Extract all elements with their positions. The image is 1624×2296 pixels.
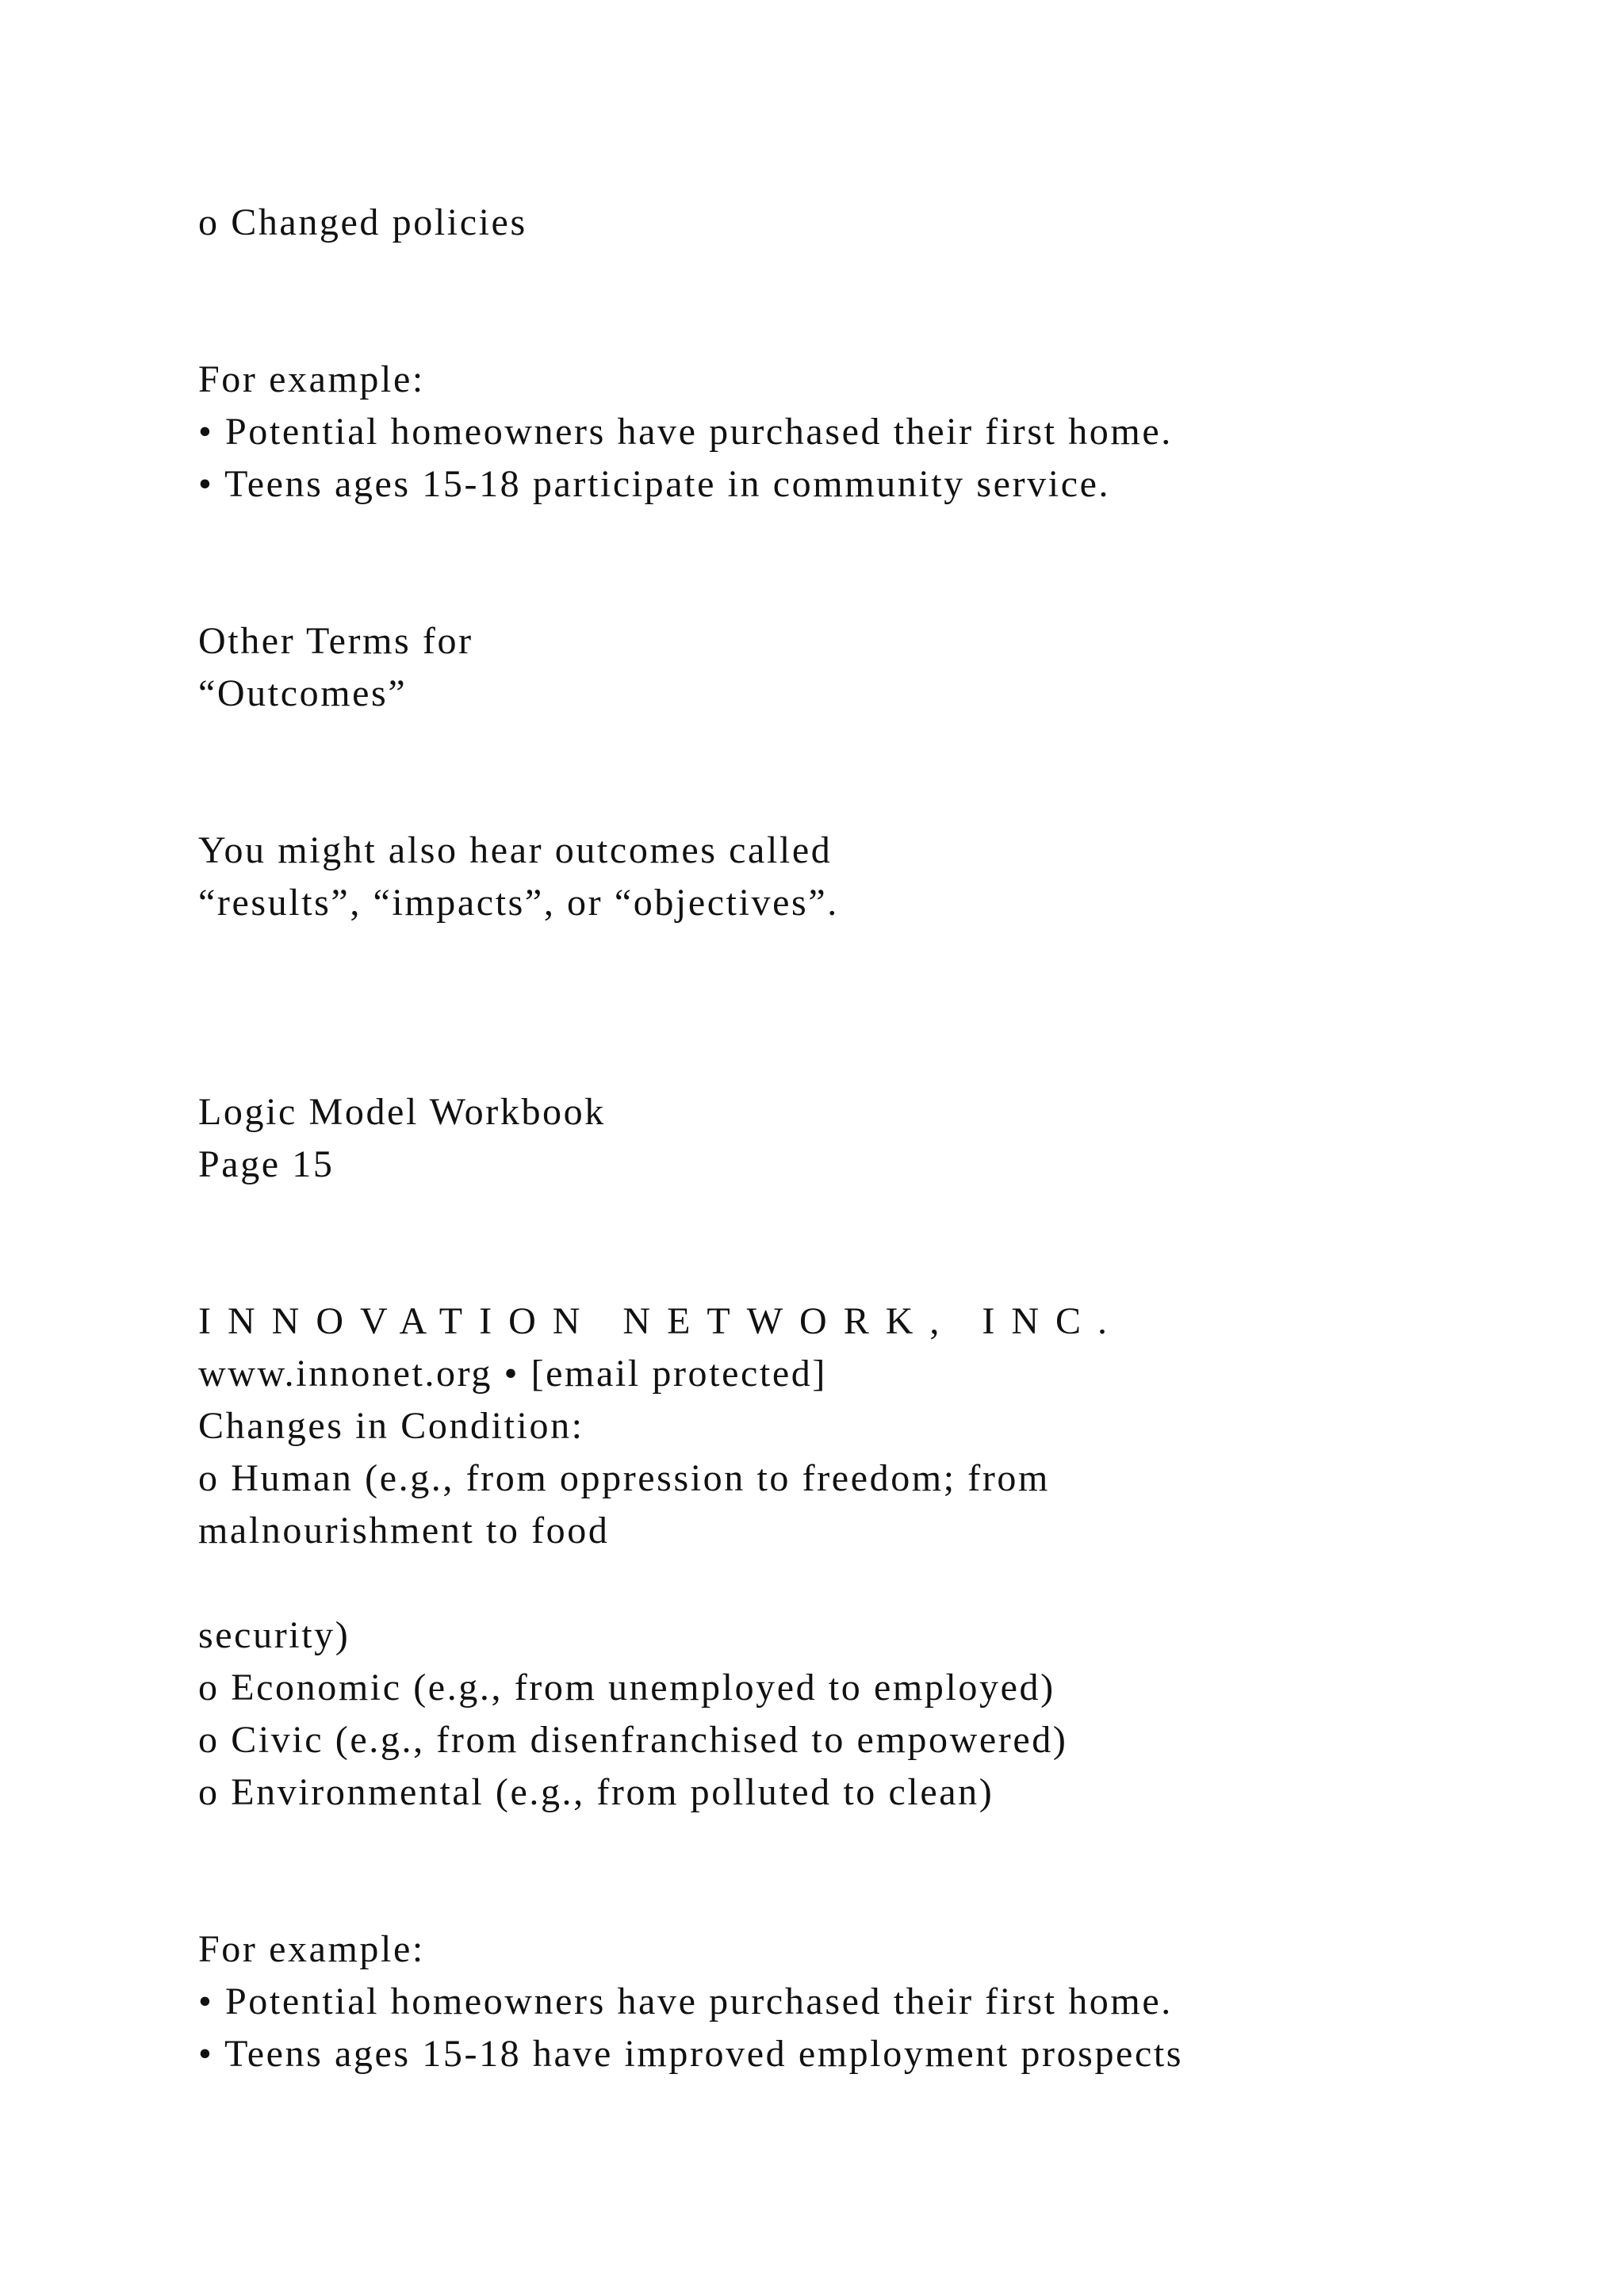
example-heading: For example:	[198, 358, 425, 400]
outcomes-synonyms: “results”, “impacts”, or “objectives”.	[198, 882, 839, 924]
organization-name: INNOVATION NETWORK, INC.	[198, 1300, 1124, 1342]
condition-civic: o Civic (e.g., from disenfranchised to empowered)	[198, 1719, 1068, 1761]
example-item-teens-service: • Teens ages 15-18 participate in community service.	[198, 463, 1111, 505]
example-heading-second: For example:	[198, 1928, 425, 1970]
condition-environmental: o Environmental (e.g., from polluted to clean)	[198, 1771, 994, 1813]
example-item-homeowners: • Potential homeowners have purchased their first home.	[198, 411, 1173, 453]
condition-economic: o Economic (e.g., from unemployed to employed)	[198, 1667, 1055, 1709]
condition-human: o Human (e.g., from oppression to freedom; from	[198, 1457, 1050, 1499]
other-terms-heading: Other Terms for	[198, 620, 473, 662]
outcomes-term: “Outcomes”	[198, 672, 408, 714]
changes-condition-heading: Changes in Condition:	[198, 1405, 584, 1447]
condition-human-continued: malnourishment to food	[198, 1510, 610, 1552]
outcomes-note: You might also hear outcomes called	[198, 829, 833, 871]
page-number: Page 15	[198, 1143, 335, 1185]
example-item-teens-employment: • Teens ages 15-18 have improved employment prospects	[198, 2033, 1184, 2075]
condition-human-end: security)	[198, 1614, 350, 1656]
example-item-homeowners-second: • Potential homeowners have purchased their first home.	[198, 1980, 1173, 2022]
organization-contact: www.innonet.org • [email protected]	[198, 1353, 827, 1395]
bullet-changed-policies: o Changed policies	[198, 201, 527, 243]
workbook-title: Logic Model Workbook	[198, 1091, 606, 1133]
